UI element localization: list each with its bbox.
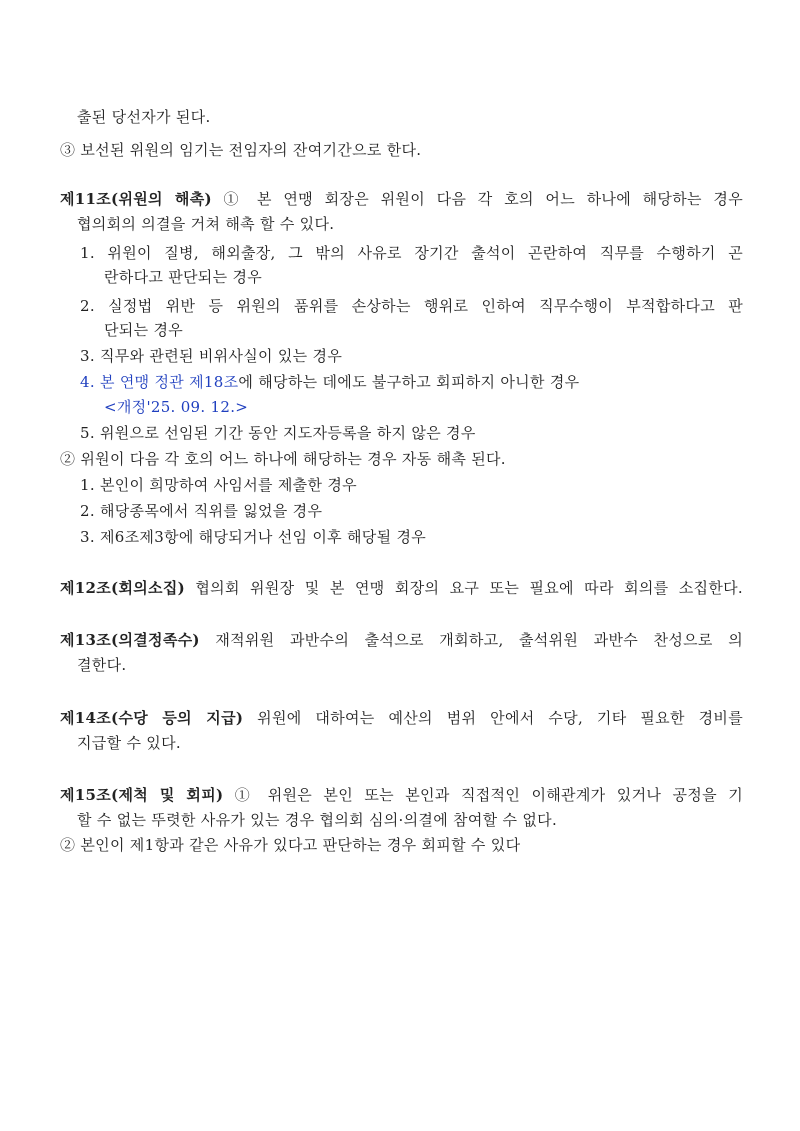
article-15-line-1 <box>60 785 743 805</box>
article-11-p2-item-3: 3. 제6조제3항에 해당되거나 선임 이후 해당될 경우 <box>80 528 427 546</box>
article-11-item-1: 1. 위원이 질병, 해외출장, 그 밖의 사유로 장기간 출석이 곤란하여 직무를 수행하기 곤 <box>80 244 743 262</box>
article-11-line-1 <box>60 189 743 209</box>
article-11-p2-item-1: 1. 본인이 희망하여 사임서를 제출한 경우 <box>80 476 357 494</box>
article-14-line-1 <box>60 708 743 728</box>
article-13-text: 재적위원 과반수의 출석으로 개회하고, 출석위원 과반수 찬성으로 의 <box>215 631 743 649</box>
article-13-line-1 <box>60 630 743 650</box>
article-11-line-2: 협의회의 의결을 거쳐 해촉 할 수 있다. <box>77 215 335 233</box>
article-13-line-2: 결한다. <box>77 656 127 674</box>
article-11-text: ① 본 연맹 회장은 위원이 다음 각 호의 어느 하나에 해당하는 경우 <box>223 190 743 208</box>
revision-note: <개정'25. 09. 12.> <box>104 398 249 416</box>
item-4-number: 4. <box>80 373 100 391</box>
article-11-item-2: 2. 실정법 위반 등 위원의 품위를 손상하는 행위로 인하여 직무수행이 부적합하다고 판 <box>80 297 743 315</box>
article-12-line-1 <box>60 578 743 598</box>
article-11-item-2-cont: 단되는 경우 <box>104 321 184 339</box>
statute-reference-link[interactable]: 본 연맹 정관 제18조 <box>99 373 239 391</box>
article-15-line-2: 할 수 없는 뚜렷한 사유가 있는 경우 협의회 심의·의결에 참여할 수 없다. <box>77 811 558 829</box>
article-11-item-1-cont: 란하다고 판단되는 경우 <box>104 268 263 286</box>
article-12-heading: 제12조(회의소집) <box>60 579 186 597</box>
article-15-text: ① 위원은 본인 또는 본인과 직접적인 이해관계가 있거나 공정을 기 <box>234 786 743 804</box>
article-12-text: 협의회 위원장 및 본 연맹 회장의 요구 또는 필요에 따라 회의를 소집한다. <box>195 579 743 597</box>
article-14-heading: 제14조(수당 등의 지급) <box>60 709 244 727</box>
article-11-heading: 제11조(위원의 해촉) <box>60 190 212 208</box>
article-13-heading: 제13조(의결정족수) <box>60 631 200 649</box>
article-11-paragraph-2: ② 위원이 다음 각 호의 어느 하나에 해당하는 경우 자동 해촉 된다. <box>60 450 506 468</box>
article-14-line-2: 지급할 수 있다. <box>77 734 181 752</box>
paragraph-3: ③ 보선된 위원의 임기는 전임자의 잔여기간으로 한다. <box>60 141 422 159</box>
text-line: 출된 당선자가 된다. <box>77 108 211 126</box>
article-15-paragraph-2: ② 본인이 제1항과 같은 사유가 있다고 판단하는 경우 회피할 수 있다 <box>60 836 521 854</box>
article-11-item-4 <box>80 372 579 392</box>
article-15-heading: 제15조(제척 및 회피) <box>60 786 224 804</box>
article-11-p2-item-2: 2. 해당종목에서 직위를 잃었을 경우 <box>80 502 323 520</box>
item-4-text: 에 해당하는 데에도 불구하고 회피하지 아니한 경우 <box>238 373 580 391</box>
article-11-item-5: 5. 위원으로 선임된 기간 동안 지도자등록을 하지 않은 경우 <box>80 424 476 442</box>
article-14-text: 위원에 대하여는 예산의 범위 안에서 수당, 기타 필요한 경비를 <box>257 709 743 727</box>
article-11-item-3: 3. 직무와 관련된 비위사실이 있는 경우 <box>80 347 343 365</box>
